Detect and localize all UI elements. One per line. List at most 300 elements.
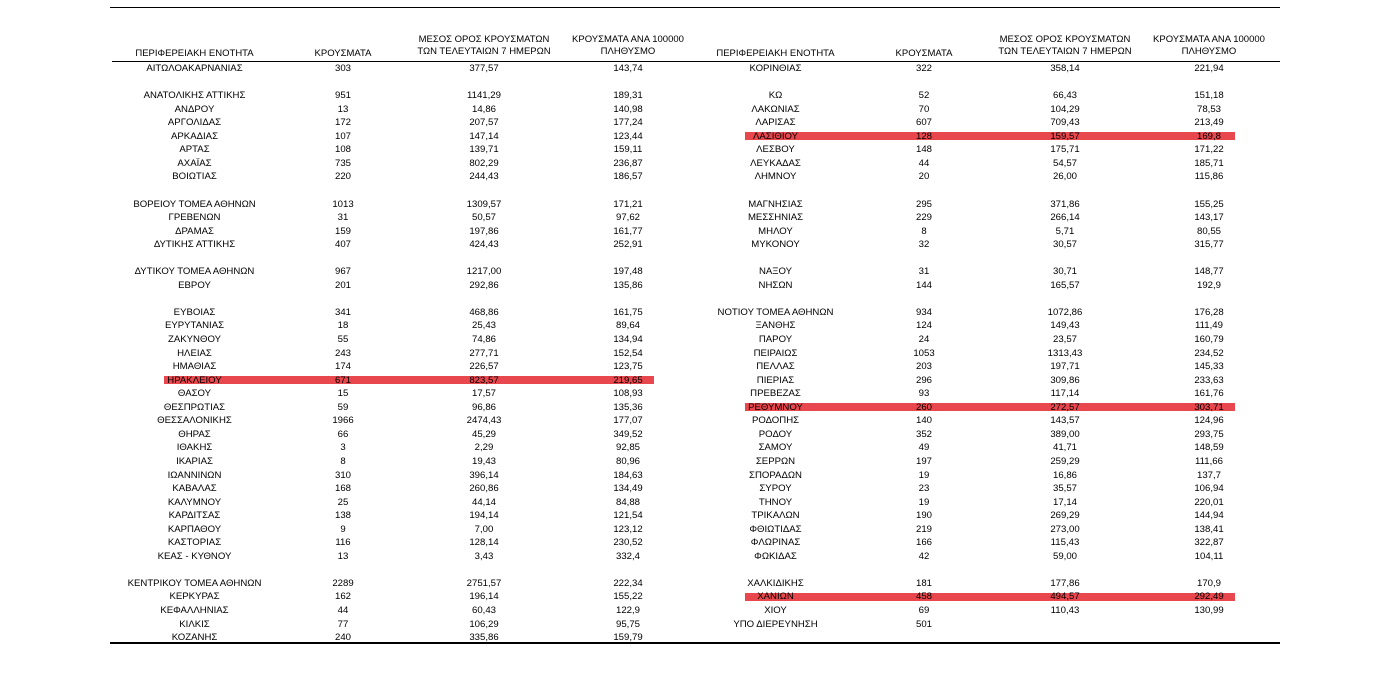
table-row <box>693 130 1278 144</box>
avg-cell: 1309,57 <box>466 198 502 210</box>
region-cell: ΛΕΥΚΑΔΑΣ <box>750 157 801 169</box>
avg-cell: 60,43 <box>471 605 496 616</box>
avg-cell: 244,43 <box>469 171 499 183</box>
region-cell: ΝΗΣΩΝ <box>758 279 793 291</box>
cases-cell: 3 <box>340 442 346 454</box>
avg-cell: 468,86 <box>469 306 499 318</box>
region-cell: ΕΥΒΟΙΑΣ <box>173 306 216 318</box>
avg-cell: 159,57 <box>1050 130 1080 142</box>
per100k-cell: 151,18 <box>1194 90 1224 102</box>
per100k-cell: 171,21 <box>613 198 643 210</box>
avg-cell: 207,57 <box>469 117 499 129</box>
avg-cell: 25,43 <box>471 320 496 332</box>
region-cell: ΙΚΑΡΙΑΣ <box>176 455 213 467</box>
cases-cell: 967 <box>334 266 351 278</box>
region-cell: ΙΩΑΝΝΙΝΩΝ <box>167 469 222 481</box>
region-cell: ΣΥΡΟΥ <box>759 483 792 495</box>
avg-cell: 196,14 <box>469 591 499 603</box>
per100k-cell: 130,99 <box>1194 605 1224 616</box>
per100k-cell: 111,66 <box>1195 455 1223 467</box>
cases-cell: 1053 <box>913 347 935 359</box>
region-cell: ΚΕΑΣ - ΚΥΘΝΟΥ <box>157 550 232 562</box>
table-row <box>112 455 697 469</box>
avg-cell: 117,14 <box>1050 388 1080 400</box>
region-cell: ΤΡΙΚΑΛΩΝ <box>751 510 800 522</box>
table-row <box>112 509 697 523</box>
region-cell: ΘΕΣΣΑΛΟΝΙΚΗΣ <box>157 415 232 427</box>
per100k-cell: 332,4 <box>615 550 640 562</box>
cases-cell: 240 <box>334 632 351 644</box>
avg-cell: 5,71 <box>1055 225 1075 237</box>
per100k-cell: 143,74 <box>613 63 643 74</box>
table-row <box>112 306 697 320</box>
header-avg-line1: ΜΕΣΟΣ ΟΡΟΣ ΚΡΟΥΣΜΑΤΩΝ <box>418 34 550 45</box>
table-row <box>112 211 697 225</box>
per100k-cell: 221,94 <box>1194 63 1224 74</box>
region-cell: ΝΑΞΟΥ <box>758 266 793 278</box>
per100k-cell: 108,93 <box>613 388 643 400</box>
per100k-cell: 222,34 <box>613 577 643 589</box>
region-cell: ΚΕΦΑΛΛΗΝΙΑΣ <box>160 605 229 616</box>
per100k-cell: 252,91 <box>613 239 643 251</box>
header-avg-line1: ΜΕΣΟΣ ΟΡΟΣ ΚΡΟΥΣΜΑΤΩΝ <box>999 34 1131 45</box>
per100k-cell: 177,24 <box>613 117 643 129</box>
per100k-cell: 155,25 <box>1194 198 1224 210</box>
per100k-cell: 170,9 <box>1196 577 1221 589</box>
cases-cell: 13 <box>337 103 349 115</box>
table-row <box>693 469 1278 483</box>
table-row <box>112 577 697 591</box>
region-cell: ΛΕΣΒΟΥ <box>756 144 795 156</box>
cases-cell: 148 <box>915 144 932 156</box>
region-cell: ΦΘΙΩΤΙΔΑΣ <box>749 523 802 535</box>
region-cell: ΚΑΛΥΜΝΟΥ <box>167 496 222 508</box>
region-cell: ΜΕΣΣΗΝΙΑΣ <box>747 212 804 224</box>
header-cases: ΚΡΟΥΣΜΑΤΑ <box>895 48 953 59</box>
region-cell: ΚΕΡΚΥΡΑΣ <box>169 591 220 603</box>
cases-cell: 671 <box>334 374 351 386</box>
region-cell: ΚΑΡΔΙΤΣΑΣ <box>168 510 221 522</box>
table-row <box>112 401 697 415</box>
cases-cell: 31 <box>337 212 349 224</box>
per100k-cell: 233,63 <box>1194 374 1224 386</box>
header-per100k-line1: ΚΡΟΥΣΜΑΤΑ ΑΝΑ 100000 <box>572 34 684 45</box>
per100k-cell: 89,64 <box>615 320 640 332</box>
table-row <box>693 441 1278 455</box>
avg-cell: 494,57 <box>1050 591 1080 603</box>
cases-cell: 951 <box>334 90 351 102</box>
table-row <box>112 333 697 347</box>
per100k-cell: 148,59 <box>1194 442 1224 454</box>
table-row <box>112 374 697 388</box>
cases-cell: 159 <box>334 225 351 237</box>
per100k-cell: 185,71 <box>1194 157 1224 169</box>
avg-cell: 17,14 <box>1052 496 1077 508</box>
region-cell: ΑΡΓΟΛΙΔΑΣ <box>167 117 222 129</box>
cases-cell: 52 <box>918 90 930 102</box>
per100k-cell: 80,96 <box>615 455 640 467</box>
header-per100k <box>559 34 697 58</box>
cases-cell: 128 <box>915 130 932 142</box>
cases-cell: 32 <box>918 239 930 251</box>
table-row <box>693 170 1278 184</box>
table-row <box>693 550 1278 564</box>
region-cell: ΖΑΚΥΝΘΟΥ <box>168 334 221 345</box>
table-row <box>112 225 697 239</box>
table-row <box>693 536 1278 550</box>
per100k-cell: 186,57 <box>613 171 643 183</box>
region-cell: ΕΥΡΥΤΑΝΙΑΣ <box>164 320 225 332</box>
region-cell: ΣΠΟΡΑΔΩΝ <box>749 469 802 481</box>
region-cell: ΡΟΔΟΥ <box>758 428 793 440</box>
cases-cell: 24 <box>918 334 930 345</box>
region-cell: ΓΡΕΒΕΝΩΝ <box>168 212 221 224</box>
table-row <box>693 577 1278 591</box>
region-cell: ΑΧΑΪΑΣ <box>177 157 212 169</box>
region-cell: ΡΕΘΥΜΝΟΥ <box>748 401 803 413</box>
cases-cell: 59 <box>337 401 349 413</box>
per100k-cell: 161,76 <box>1194 388 1224 400</box>
header-avg-line2: ΤΩΝ ΤΕΛΕΥΤΑΙΩΝ 7 ΗΜΕΡΩΝ <box>998 46 1132 57</box>
avg-cell: 59,00 <box>1052 550 1077 562</box>
avg-cell: 96,86 <box>471 401 496 413</box>
avg-cell: 19,43 <box>471 455 496 467</box>
table-row <box>112 157 697 171</box>
region-cell: ΗΜΑΘΙΑΣ <box>172 361 217 373</box>
table-row <box>112 130 697 144</box>
bottom-rule <box>110 642 1280 644</box>
cases-cell: 77 <box>337 618 349 630</box>
table-row <box>112 265 697 279</box>
per100k-cell: 220,01 <box>1194 496 1224 508</box>
per100k-cell: 197,48 <box>613 266 643 278</box>
table-row <box>112 62 697 76</box>
per100k-cell: 189,31 <box>613 90 643 102</box>
per100k-cell: 134,49 <box>613 483 643 495</box>
cases-cell: 31 <box>918 266 930 278</box>
table-row <box>112 590 697 604</box>
cases-cell: 8 <box>921 225 927 237</box>
region-cell: ΗΛΕΙΑΣ <box>177 347 212 359</box>
left-table <box>112 0 697 682</box>
region-cell: ΛΑΡΙΣΑΣ <box>755 117 796 129</box>
avg-cell: 143,57 <box>1050 415 1080 427</box>
avg-cell: 273,00 <box>1050 523 1080 535</box>
table-row <box>693 319 1278 333</box>
table-row <box>693 238 1278 252</box>
table-row <box>693 523 1278 537</box>
avg-cell: 197,71 <box>1050 361 1080 373</box>
avg-cell: 371,86 <box>1050 198 1080 210</box>
cases-cell: 15 <box>337 388 349 400</box>
avg-cell: 823,57 <box>469 374 499 386</box>
cases-cell: 140 <box>915 415 932 427</box>
per100k-cell: 80,55 <box>1196 225 1221 237</box>
per100k-cell: 97,62 <box>615 212 640 224</box>
cases-cell: 303 <box>334 63 351 74</box>
per100k-cell: 78,53 <box>1196 103 1221 115</box>
avg-cell: 44,14 <box>471 496 496 508</box>
per100k-cell: 111,49 <box>1195 320 1223 332</box>
avg-cell: 1141,29 <box>467 90 501 102</box>
avg-cell: 226,57 <box>469 361 499 373</box>
region-cell: ΑΝΑΤΟΛΙΚΗΣ ΑΤΤΙΚΗΣ <box>143 90 246 102</box>
region-cell: ΑΡΚΑΔΙΑΣ <box>171 130 218 142</box>
cases-cell: 107 <box>334 130 351 142</box>
cases-cell: 735 <box>334 157 351 169</box>
table-row <box>693 604 1278 618</box>
per100k-cell: 106,94 <box>1194 483 1224 495</box>
cases-cell: 296 <box>915 374 932 386</box>
table-row <box>693 401 1278 415</box>
table-row <box>112 319 697 333</box>
per100k-cell: 140,98 <box>613 103 643 115</box>
avg-cell: 110,43 <box>1050 605 1080 616</box>
per100k-cell: 161,75 <box>613 306 643 318</box>
cases-cell: 295 <box>915 198 932 210</box>
per100k-cell: 137,7 <box>1196 469 1221 481</box>
avg-cell: 17,57 <box>471 388 496 400</box>
per100k-cell: 161,77 <box>613 225 643 237</box>
cases-cell: 144 <box>915 279 932 291</box>
per100k-cell: 315,77 <box>1194 239 1224 251</box>
table-row <box>112 414 697 428</box>
table-row <box>693 116 1278 130</box>
per100k-cell: 122,9 <box>615 605 640 616</box>
table-row <box>693 306 1278 320</box>
avg-cell: 197,86 <box>469 225 499 237</box>
cases-cell: 44 <box>337 605 349 616</box>
region-cell: ΚΑΣΤΟΡΙΑΣ <box>167 537 222 549</box>
avg-cell: 45,29 <box>471 428 496 440</box>
region-cell: ΧΙΟΥ <box>764 605 787 616</box>
cases-cell: 341 <box>334 306 351 318</box>
cases-cell: 166 <box>915 537 932 549</box>
region-cell: ΔΥΤΙΚΟΥ ΤΟΜΕΑ ΑΘΗΝΩΝ <box>134 266 255 278</box>
avg-cell: 106,29 <box>469 618 499 630</box>
avg-cell: 139,71 <box>469 144 499 156</box>
avg-cell: 35,57 <box>1052 483 1077 495</box>
avg-cell: 30,57 <box>1052 239 1077 251</box>
cases-cell: 70 <box>918 103 930 115</box>
region-cell: ΠΙΕΡΙΑΣ <box>756 374 795 386</box>
region-cell: ΛΗΜΝΟΥ <box>754 171 797 183</box>
per100k-cell: 123,12 <box>613 523 643 535</box>
cases-cell: 42 <box>918 550 930 562</box>
avg-cell: 26,00 <box>1052 171 1077 183</box>
avg-cell: 709,43 <box>1050 117 1080 129</box>
cases-cell: 9 <box>340 523 346 535</box>
cases-cell: 19 <box>918 469 930 481</box>
per100k-cell: 84,88 <box>615 496 640 508</box>
table-row <box>112 103 697 117</box>
right-table <box>693 0 1278 682</box>
header-avg-line2: ΤΩΝ ΤΕΛΕΥΤΑΙΩΝ 7 ΗΜΕΡΩΝ <box>417 46 551 57</box>
region-cell: ΚΑΡΠΑΘΟΥ <box>167 523 222 535</box>
table-row <box>112 238 697 252</box>
region-cell: ΦΩΚΙΔΑΣ <box>754 550 797 562</box>
region-cell: ΚΙΛΚΙΣ <box>179 618 210 630</box>
avg-cell: 2,29 <box>474 442 494 454</box>
per100k-cell: 92,85 <box>615 442 640 454</box>
per100k-cell: 236,87 <box>613 157 643 169</box>
avg-cell: 266,14 <box>1050 212 1080 224</box>
cases-cell: 13 <box>337 550 349 562</box>
region-cell: ΗΡΑΚΛΕΙΟΥ <box>167 374 222 386</box>
region-cell: ΘΕΣΠΡΩΤΙΑΣ <box>163 401 226 413</box>
region-cell: ΔΡΑΜΑΣ <box>175 225 214 237</box>
avg-cell: 1217,00 <box>466 266 502 278</box>
region-cell: ΑΙΤΩΛΟΑΚΑΡΝΑΝΙΑΣ <box>146 63 243 74</box>
per100k-cell: 124,96 <box>1194 415 1224 427</box>
avg-cell: 115,43 <box>1050 537 1080 549</box>
table-row <box>693 211 1278 225</box>
table-row <box>693 374 1278 388</box>
cases-cell: 138 <box>334 510 351 522</box>
region-cell: ΒΟΙΩΤΙΑΣ <box>172 171 217 183</box>
cases-cell: 174 <box>334 361 351 373</box>
per100k-cell: 234,52 <box>1194 347 1224 359</box>
table-row <box>112 482 697 496</box>
per100k-cell: 138,41 <box>1194 523 1224 535</box>
cases-cell: 322 <box>915 63 932 74</box>
avg-cell: 54,57 <box>1052 157 1077 169</box>
table-row <box>693 482 1278 496</box>
cases-cell: 108 <box>334 144 351 156</box>
per100k-cell: 349,52 <box>613 428 643 440</box>
per100k-cell: 292,49 <box>1194 591 1224 603</box>
cases-cell: 243 <box>334 347 351 359</box>
per100k-cell: 95,75 <box>615 618 640 630</box>
region-cell: ΛΑΣΙΘΙΟΥ <box>752 130 799 142</box>
cases-cell: 66 <box>337 428 349 440</box>
avg-cell: 802,29 <box>469 157 499 169</box>
cases-cell: 172 <box>334 117 351 129</box>
per100k-cell: 176,28 <box>1194 306 1224 318</box>
table-row <box>693 509 1278 523</box>
region-cell: ΕΒΡΟΥ <box>178 279 211 291</box>
region-cell: ΑΡΤΑΣ <box>179 144 210 156</box>
per100k-cell: 115,86 <box>1194 171 1224 183</box>
region-cell: ΚΟΡΙΝΘΙΑΣ <box>749 63 802 74</box>
avg-cell: 2474,43 <box>466 415 502 427</box>
table-row <box>693 265 1278 279</box>
header-per100k-line2: ΠΛΗΘΥΣΜΟ <box>1181 46 1237 57</box>
cases-cell: 23 <box>918 483 930 495</box>
per100k-cell: 171,22 <box>1194 144 1224 156</box>
per100k-cell: 177,07 <box>613 415 643 427</box>
header-cases: ΚΡΟΥΣΜΑΤΑ <box>314 48 372 59</box>
cases-cell: 25 <box>337 496 349 508</box>
cases-cell: 69 <box>918 605 930 616</box>
table-row <box>693 414 1278 428</box>
avg-cell: 66,43 <box>1052 90 1077 102</box>
per100k-cell: 322,87 <box>1194 537 1224 549</box>
cases-cell: 18 <box>337 320 349 332</box>
avg-cell: 260,86 <box>469 483 499 495</box>
region-cell: ΘΗΡΑΣ <box>178 428 211 440</box>
header-region: ΠΕΡΙΦΕΡΕΙΑΚΗ ΕΝΟΤΗΤΑ <box>135 48 254 59</box>
cases-cell: 220 <box>334 171 351 183</box>
table-row <box>112 360 697 374</box>
table-row <box>112 116 697 130</box>
table-row <box>693 333 1278 347</box>
cases-cell: 93 <box>918 388 930 400</box>
table-row <box>693 143 1278 157</box>
avg-cell: 259,29 <box>1050 455 1080 467</box>
table-row <box>112 198 697 212</box>
cases-cell: 203 <box>915 361 932 373</box>
per100k-cell: 169,8 <box>1196 130 1221 142</box>
table-row <box>112 523 697 537</box>
per100k-cell: 219,65 <box>613 374 643 386</box>
header-region: ΠΕΡΙΦΕΡΕΙΑΚΗ ΕΝΟΤΗΤΑ <box>716 48 835 59</box>
table-row <box>693 496 1278 510</box>
region-cell: ΧΑΛΚΙΔΙΚΗΣ <box>747 577 804 589</box>
avg-cell: 194,14 <box>469 510 499 522</box>
avg-cell: 1072,86 <box>1047 306 1083 318</box>
table-row <box>693 590 1278 604</box>
cases-cell: 190 <box>915 510 932 522</box>
per100k-cell: 135,86 <box>613 279 643 291</box>
table-row <box>693 360 1278 374</box>
per100k-cell: 144,94 <box>1194 510 1224 522</box>
header-per100k <box>1140 34 1278 58</box>
avg-cell: 50,57 <box>471 212 496 224</box>
cases-cell: 201 <box>334 279 351 291</box>
avg-cell: 147,14 <box>469 130 499 142</box>
avg-cell: 104,29 <box>1050 103 1080 115</box>
table-row <box>112 89 697 103</box>
per100k-cell: 230,52 <box>613 537 643 549</box>
table-row <box>112 441 697 455</box>
region-cell: ΘΑΣΟΥ <box>177 388 212 400</box>
per100k-cell: 104,11 <box>1194 550 1224 562</box>
region-cell: ΜΑΓΝΗΣΙΑΣ <box>748 198 803 210</box>
avg-cell: 1313,43 <box>1047 347 1083 359</box>
avg-cell: 3,43 <box>474 550 494 562</box>
avg-cell: 165,57 <box>1050 279 1080 291</box>
table-row <box>112 604 697 618</box>
header-per100k-line2: ΠΛΗΘΥΣΜΟ <box>600 46 656 57</box>
avg-cell: 396,14 <box>469 469 499 481</box>
per100k-cell: 145,33 <box>1194 361 1224 373</box>
table-row <box>112 387 697 401</box>
region-cell: ΡΟΔΟΠΗΣ <box>751 415 800 427</box>
per100k-cell: 123,75 <box>613 361 643 373</box>
region-cell: ΤΗΝΟΥ <box>758 496 793 508</box>
cases-cell: 229 <box>915 212 932 224</box>
avg-cell: 30,71 <box>1052 266 1077 278</box>
table-row <box>112 618 697 632</box>
per100k-cell: 121,54 <box>613 510 643 522</box>
avg-cell: 2751,57 <box>466 577 502 589</box>
cases-cell: 1013 <box>332 198 354 210</box>
per100k-cell: 192,9 <box>1196 279 1221 291</box>
region-cell: ΒΟΡΕΙΟΥ ΤΟΜΕΑ ΑΘΗΝΩΝ <box>133 198 256 210</box>
table-row <box>693 157 1278 171</box>
avg-cell: 292,86 <box>469 279 499 291</box>
region-cell: ΞΑΝΘΗΣ <box>755 320 796 332</box>
region-cell: ΦΛΩΡΙΝΑΣ <box>750 537 801 549</box>
cases-cell: 20 <box>918 171 930 183</box>
table-row <box>693 347 1278 361</box>
avg-cell: 309,86 <box>1050 374 1080 386</box>
per100k-cell: 159,11 <box>613 144 643 156</box>
cases-cell: 501 <box>915 618 932 630</box>
region-cell: ΣΑΜΟΥ <box>758 442 793 454</box>
cases-cell: 44 <box>918 157 930 169</box>
